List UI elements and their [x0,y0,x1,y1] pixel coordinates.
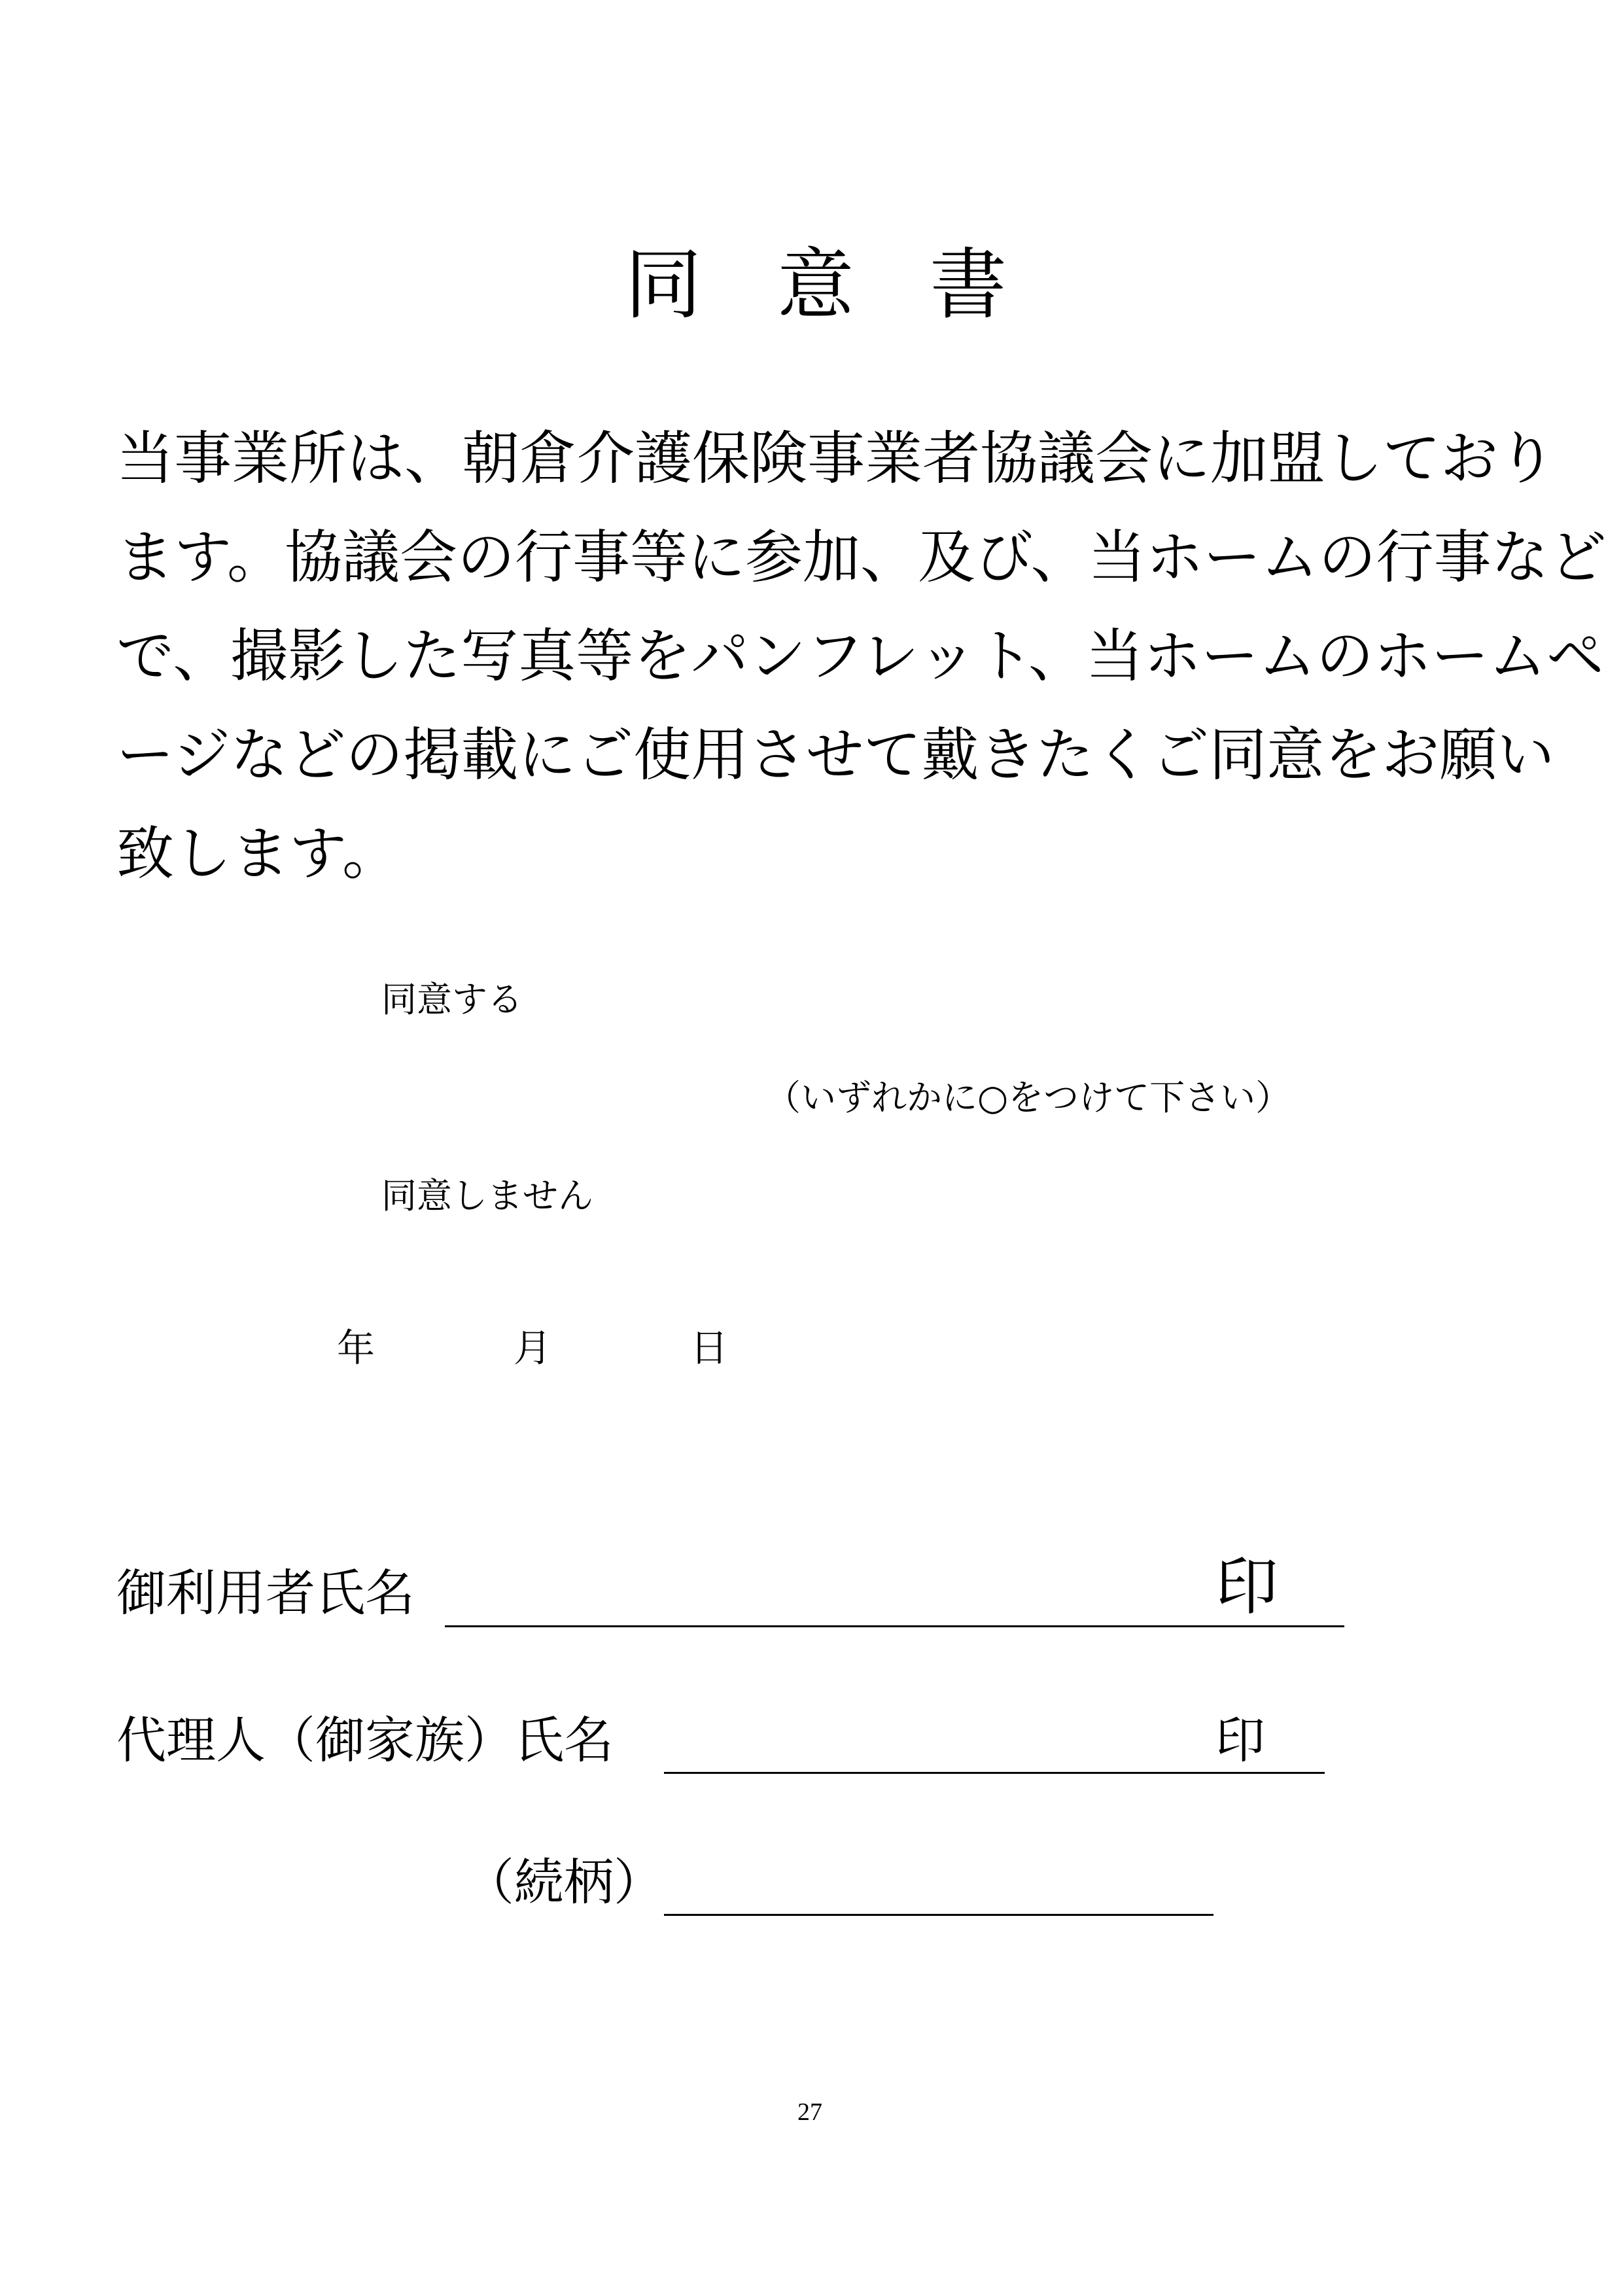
agent-name-label: 代理人（御家族）氏名 [116,1711,614,1769]
user-name-line[interactable] [445,1625,1344,1627]
date-month-label: 月 [514,1326,552,1370]
option-disagree[interactable]: 同意しません [381,1175,593,1216]
title-char-3: 書 [930,239,1007,330]
relationship-line[interactable] [664,1914,1213,1916]
paragraph-line: 当事業所は、朝倉介護保険事業者協議会に加盟しており [116,425,1556,492]
option-instruction: （いずれかに○をつけて下さい） [765,1077,1291,1118]
user-name-label: 御利用者氏名 [116,1564,415,1622]
title-char-2: 意 [777,239,855,330]
page-number: 27 [797,2098,822,2126]
title-char-1: 同 [625,239,703,330]
date-day-label: 日 [690,1326,729,1370]
relationship-label: （続柄） [464,1853,663,1911]
option-agree[interactable]: 同意する [381,979,523,1020]
paragraph-line: で、撮影した写真等をパンフレット、当ホームのホームペ [116,622,1604,690]
paragraph-line: ます。協議会の行事等に参加、及び、当ホームの行事など [116,523,1607,591]
date-year-label: 年 [337,1326,375,1370]
user-seal-mark: 印 [1215,1550,1278,1623]
paragraph-line: 致します。 [116,820,400,887]
consent-paragraph [116,409,1607,903]
agent-seal-mark: 印 [1215,1711,1265,1769]
paragraph-line: ージなどの掲載にご使用させて戴きたくご同意をお願い [116,721,1555,788]
